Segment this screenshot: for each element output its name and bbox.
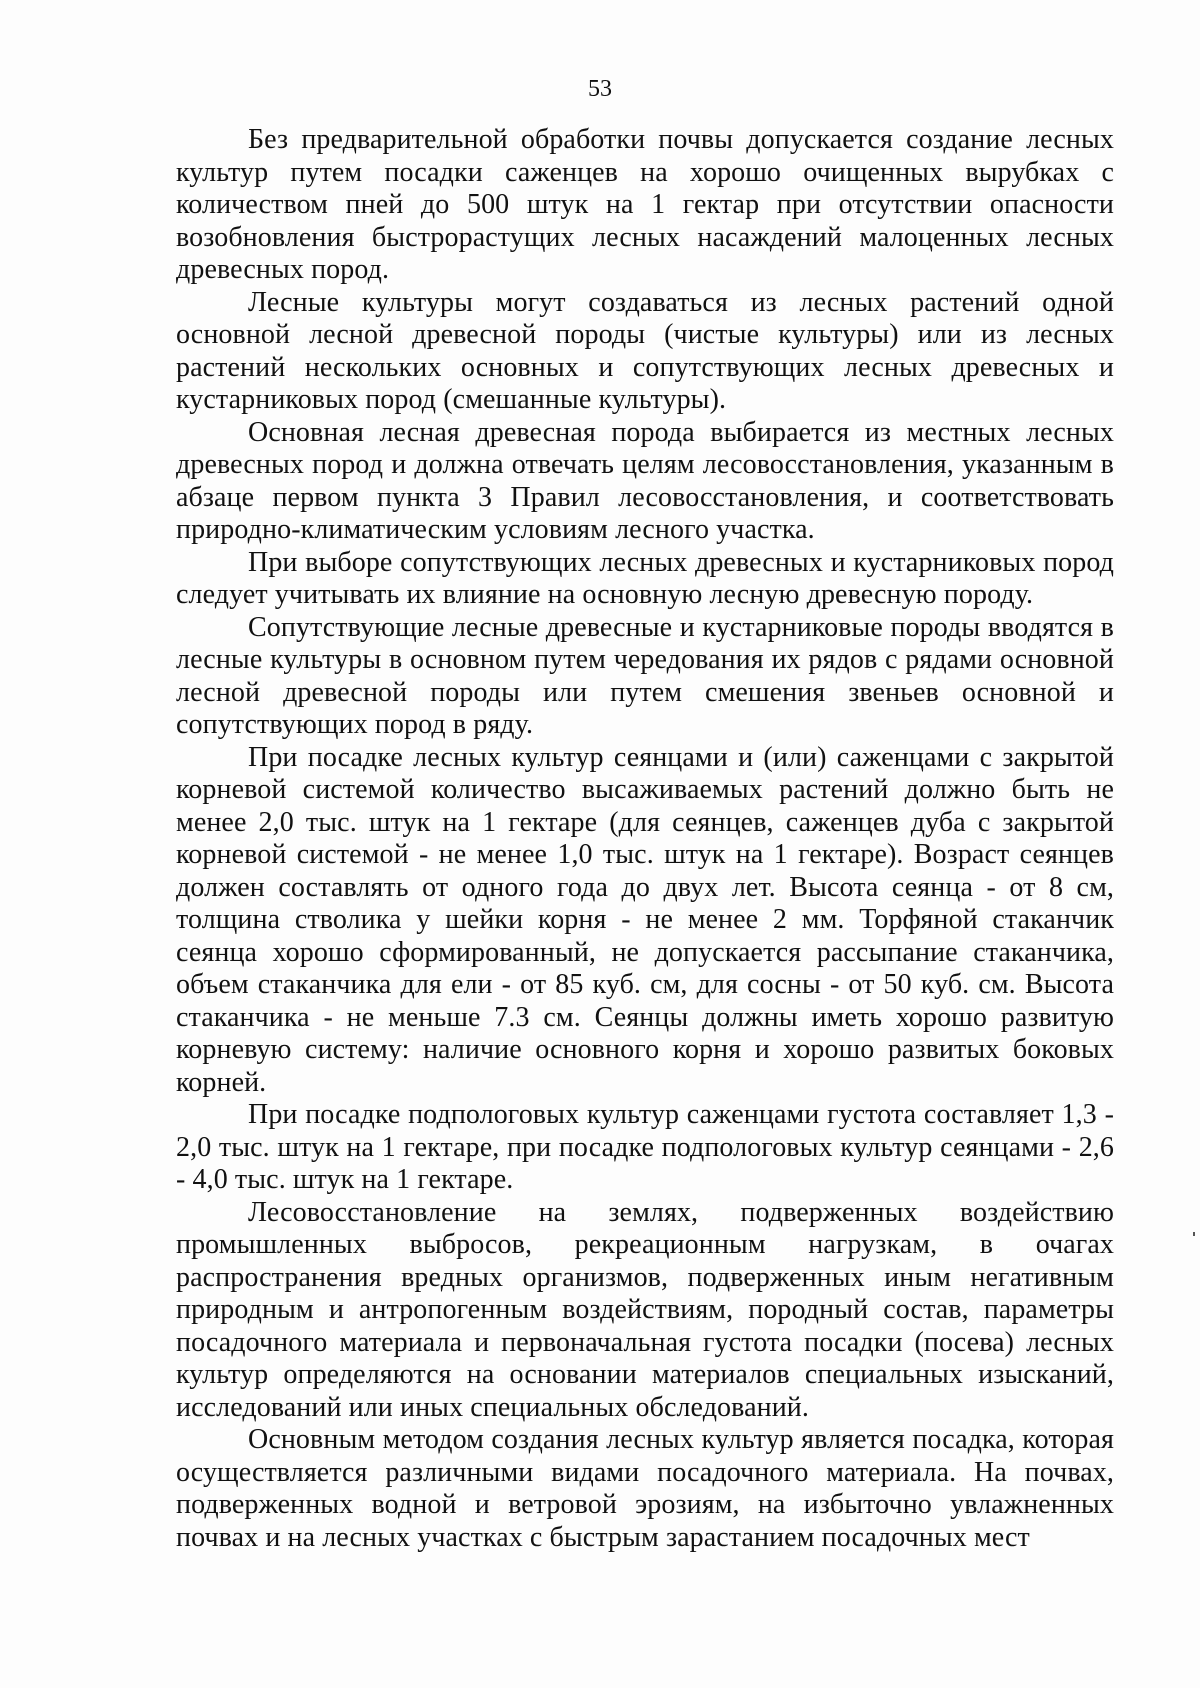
paragraph-8: Лесовосстановление на землях, подверженных воздействию промышленных выбросов, рекреационным нагрузкам, в очагах распространения вредных организмов, подверженных иным негативным природным и антропогенным воздействиям, породный состав, параметры посадочного материала и первоначальная густота посадки (посева) лесных культур определяются на основании материалов специальных изысканий, исследований или иных специальных обследований. [176, 1196, 1114, 1423]
paragraph-4: При выборе сопутствующих лесных древесных и кустарниковых пород следует учитывать их влияние на основную лесную древесную породу. [176, 546, 1114, 610]
page-number: 53 [588, 76, 612, 102]
paragraph-1: Без предварительной обработки почвы допускается создание лесных культур путем посадки саженцев на хорошо очищенных вырубках с количеством пней до 500 штук на 1 гектар при отсутствии опасности возобновления быстрорастущих лесных насаждений малоценных лесных древесных пород. [176, 124, 1114, 285]
paragraph-7: При посадке подпологовых культур саженцами густота составляет 1,3 - 2,0 тыс. штук на 1 гектаре, при посадке подпологовых культур сеянцами - 2,6 - 4,0 тыс. штук на 1 гектаре. [176, 1099, 1114, 1195]
paragraph-5: Сопутствующие лесные древесные и кустарниковые породы вводятся в лесные культуры в основном путем чередования их рядов с рядами основной лесной древесной породы или путем смешения звеньев основной и сопутствующих пород в ряду. [176, 611, 1114, 740]
paragraph-6: При посадке лесных культур сеянцами и (или) саженцами с закрытой корневой системой количество высаживаемых растений должно быть не менее 2,0 тыс. штук на 1 гектаре (для сеянцев, саженцев дуба с закрытой корневой системой - не менее 1,0 тыс. штук на 1 гектаре). Возраст сеянцев должен составлять от одного года до двух лет. Высота сеянца - от 8 см, толщина стволика у шейки корня - не менее 2 мм. Торфяной стаканчик сеянца хорошо сформированный, не допускается рассыпание стаканчика, объем стаканчика для ели - от 85 куб. см, для сосны - от 50 куб. см. Высота стаканчика - не меньше 7.3 см. Сеянцы должны иметь хорошо развитую корневую систему: наличие основного корня и хорошо развитых боковых корней. [176, 741, 1114, 1098]
paragraph-2: Лесные культуры могут создаваться из лесных растений одной основной лесной древесной породы (чистые культуры) или из лесных растений нескольких основных и сопутствующих лесных древесных и кустарниковых пород (смешанные культуры). [176, 286, 1114, 415]
document-body [176, 124, 1114, 1554]
scan-mark [1193, 1232, 1195, 1236]
paragraph-9: Основным методом создания лесных культур является посадка, которая осуществляется различными видами посадочного материала. На почвах, подверженных водной и ветровой эрозиям, на избыточно увлажненных почвах и на лесных участках с быстрым зарастанием посадочных мест [176, 1424, 1114, 1553]
paragraph-3: Основная лесная древесная порода выбирается из местных лесных древесных пород и должна отвечать целям лесовосстановления, указанным в абзаце первом пункта 3 Правил лесовосстановления, и соответствовать природно-климатическим условиям лесного участка. [176, 416, 1114, 545]
